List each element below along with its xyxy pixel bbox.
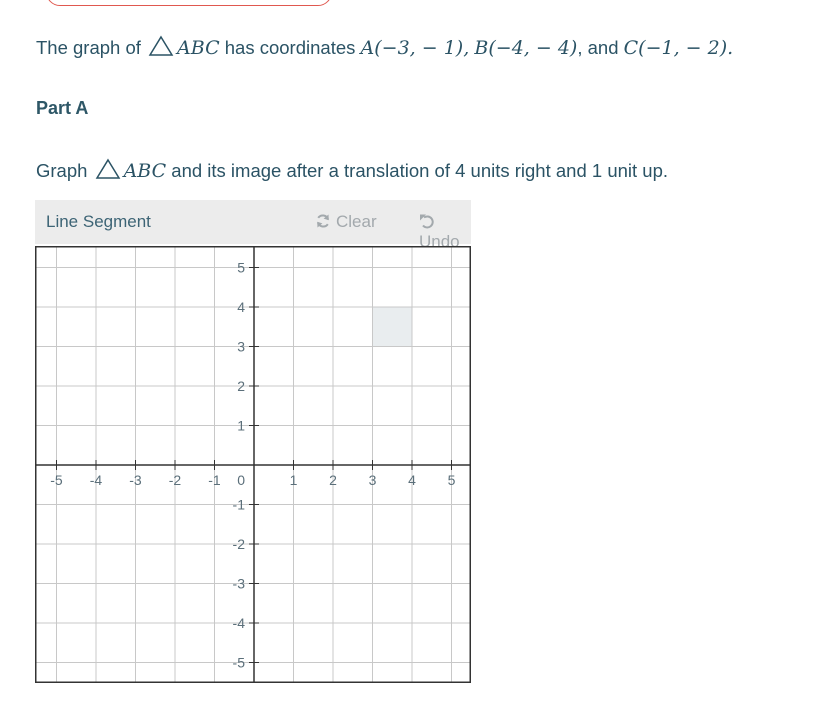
undo-icon bbox=[419, 213, 435, 229]
part-label: Part A bbox=[36, 98, 89, 118]
line-segment-tool[interactable]: Line Segment bbox=[46, 212, 151, 231]
y-tick-label: -3 bbox=[232, 575, 245, 592]
x-tick-label: -3 bbox=[129, 472, 142, 488]
y-tick-label: 2 bbox=[237, 378, 245, 394]
x-tick-label: -4 bbox=[89, 472, 103, 488]
coordinate-grid[interactable] bbox=[35, 246, 471, 683]
triangle-icon bbox=[95, 158, 121, 180]
clear-label: Clear bbox=[336, 212, 377, 231]
x-tick-label: -1 bbox=[208, 472, 221, 488]
y-tick-label: 3 bbox=[237, 338, 245, 355]
y-tick-label: 4 bbox=[237, 299, 245, 315]
undo-label: Undo bbox=[419, 232, 460, 251]
y-tick-label: -2 bbox=[232, 536, 245, 552]
graph-toolbar bbox=[35, 200, 471, 251]
triangle-name: ABC bbox=[177, 37, 220, 59]
hover-cell-highlight bbox=[373, 307, 413, 347]
y-tick-label: -4 bbox=[232, 615, 245, 631]
y-tick-label: -1 bbox=[232, 496, 245, 513]
triangle-icon bbox=[148, 35, 174, 57]
x-tick-label: 3 bbox=[368, 472, 377, 488]
instruction-prefix: Graph bbox=[36, 160, 88, 181]
problem-end: . bbox=[727, 37, 734, 59]
y-tick-label: 1 bbox=[237, 417, 245, 434]
problem-prefix: The graph of bbox=[36, 37, 141, 58]
x-tick-label: 2 bbox=[329, 472, 337, 488]
x-tick-label: 4 bbox=[408, 472, 416, 488]
problem-and: , and bbox=[577, 37, 619, 58]
point-a: A(−3, − 1) bbox=[360, 37, 464, 59]
origin-label: 0 bbox=[237, 472, 245, 488]
x-tick-label: -5 bbox=[50, 472, 63, 488]
x-tick-label: -2 bbox=[168, 472, 182, 488]
separator: , bbox=[463, 37, 470, 59]
point-b: B(−4, − 4) bbox=[474, 37, 578, 59]
instruction bbox=[36, 158, 668, 182]
y-tick-label: -5 bbox=[232, 654, 245, 671]
previous-answer-box bbox=[46, 0, 332, 6]
x-tick-label: 5 bbox=[447, 472, 456, 488]
problem-statement bbox=[36, 35, 733, 59]
point-c: C(−1, − 2) bbox=[623, 37, 728, 59]
y-tick-label: 5 bbox=[237, 259, 245, 276]
x-tick-label: 1 bbox=[289, 472, 298, 488]
triangle-name: ABC bbox=[123, 160, 167, 182]
clear-button[interactable] bbox=[315, 212, 377, 232]
problem-middle: has coordinates bbox=[224, 37, 356, 58]
refresh-icon bbox=[315, 213, 331, 229]
instruction-suffix: and its image after a translation of 4 units right and 1 unit up. bbox=[171, 160, 668, 181]
